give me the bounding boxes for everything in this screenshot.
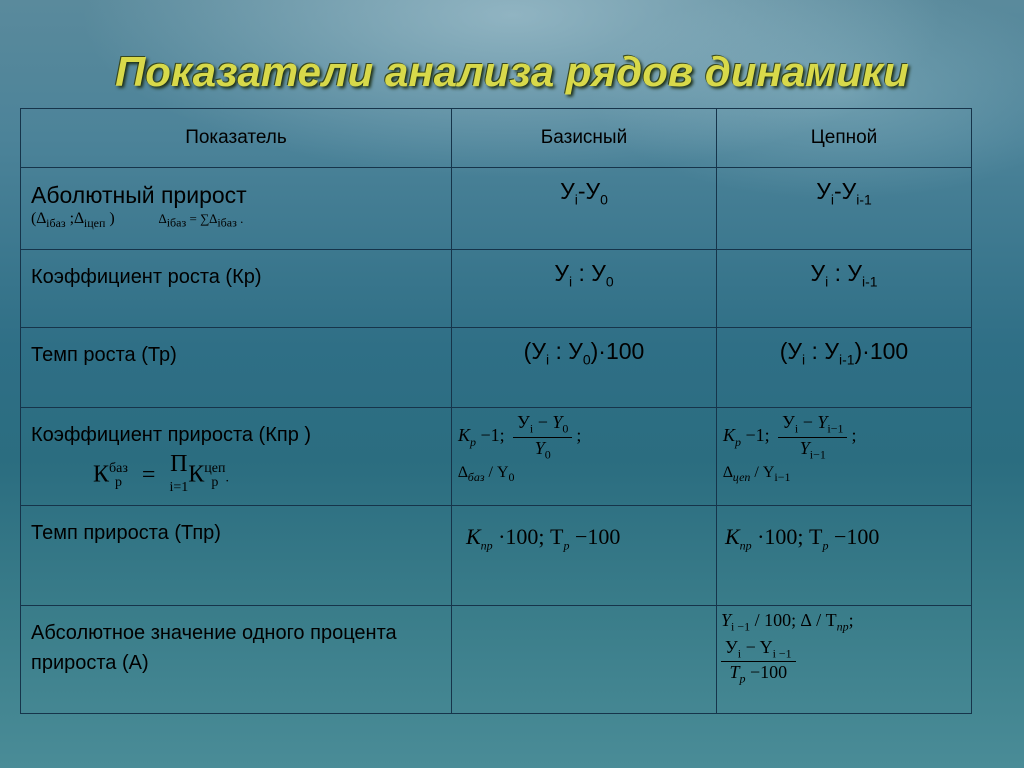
basic-value: $У_i$ : $У_0$ (554, 260, 614, 290)
chain-one-percent-fraction: $\frac{У_i - Y_{i -1}}{Т_р -100}$ (717, 635, 971, 687)
chain-one-percent-value: $Y_{i -1} / 100$; ∆ / $Т_{пр}$; (721, 610, 854, 634)
basic-value: ($У_i$ : $У_0)\cdot 100$ (523, 338, 645, 368)
row-label-cell (21, 250, 452, 328)
header-indicator: Показатель (21, 109, 452, 168)
chain-value: $У_i-У_{i-1}$ (816, 178, 872, 208)
row-label: Коэффициент роста (Кр) (31, 266, 262, 288)
header-basic: Базисный (452, 109, 717, 168)
basic-cell (452, 168, 717, 250)
row-label-cell (21, 606, 452, 714)
chain-value: ($У_i$ : $У_{i-1})\cdot 100$ (779, 338, 909, 368)
chain-cell (717, 408, 972, 506)
basic-growth-rate: $К_{пр} \cdot 100$; $Т_р -100$ (466, 524, 621, 553)
table-row (21, 328, 972, 408)
table-row (21, 408, 972, 506)
chain-growth-rate: $К_{пр} \cdot 100$; $Т_р -100$ (725, 524, 880, 553)
chain-growth-ratio: $\Delta_{цеп} / Y_{i-1}$ (723, 464, 791, 485)
basic-cell (452, 606, 717, 714)
row-label-cell (21, 408, 452, 506)
growth-coefficient-formula: Кбаз р = П i=1Кцеп р . (93, 451, 229, 495)
indicators-table (20, 108, 972, 714)
absolute-growth-formula: ($\Delta_{iбаз}$ $;\Delta_{iцеп}$ ) $\Delta_{iбаз} = \sum\Delta_{iбаз}$ . (31, 210, 244, 231)
chain-cell (717, 168, 972, 250)
header-row (21, 109, 972, 168)
basic-cell (452, 250, 717, 328)
row-label-cell (21, 168, 452, 250)
table-row (21, 250, 972, 328)
row-label: Аболютный прирост (31, 182, 247, 208)
row-label-cell (21, 506, 452, 606)
table-row (21, 506, 972, 606)
row-label: Абсолютное значение одного процента прироста (А) (31, 622, 397, 674)
table-row (21, 168, 972, 250)
basic-cell (452, 506, 717, 606)
chain-cell (717, 606, 972, 714)
row-label: Коэффициент прироста (Кпр ) (31, 424, 312, 446)
chain-cell (717, 328, 972, 408)
basic-growth-coefficient: $К_р -1$; $\frac{У_i - Y_0}{Y_0}$ ; (458, 412, 582, 462)
chain-cell (717, 506, 972, 606)
header-chain: Цепной (717, 109, 972, 168)
basic-cell (452, 408, 717, 506)
basic-cell (452, 328, 717, 408)
slide-title: Показатели анализа рядов динамики (115, 48, 909, 95)
table-row (21, 606, 972, 714)
row-label: Темп прироста (Тпр) (31, 522, 221, 544)
chain-growth-coefficient: $К_р -1$; $\frac{У_i - Y_{i-1}}{Y_{i-1}}$ ; (723, 412, 857, 462)
chain-cell (717, 250, 972, 328)
basic-value: $У_i-У_0$ (560, 178, 608, 208)
row-label: Темп роста (Тр) (31, 344, 177, 366)
row-label-cell (21, 328, 452, 408)
basic-growth-ratio: $\Delta_{баз} / Y_0$ (458, 464, 515, 485)
chain-value: $У_i$ : $У_{i-1}$ (810, 260, 878, 290)
